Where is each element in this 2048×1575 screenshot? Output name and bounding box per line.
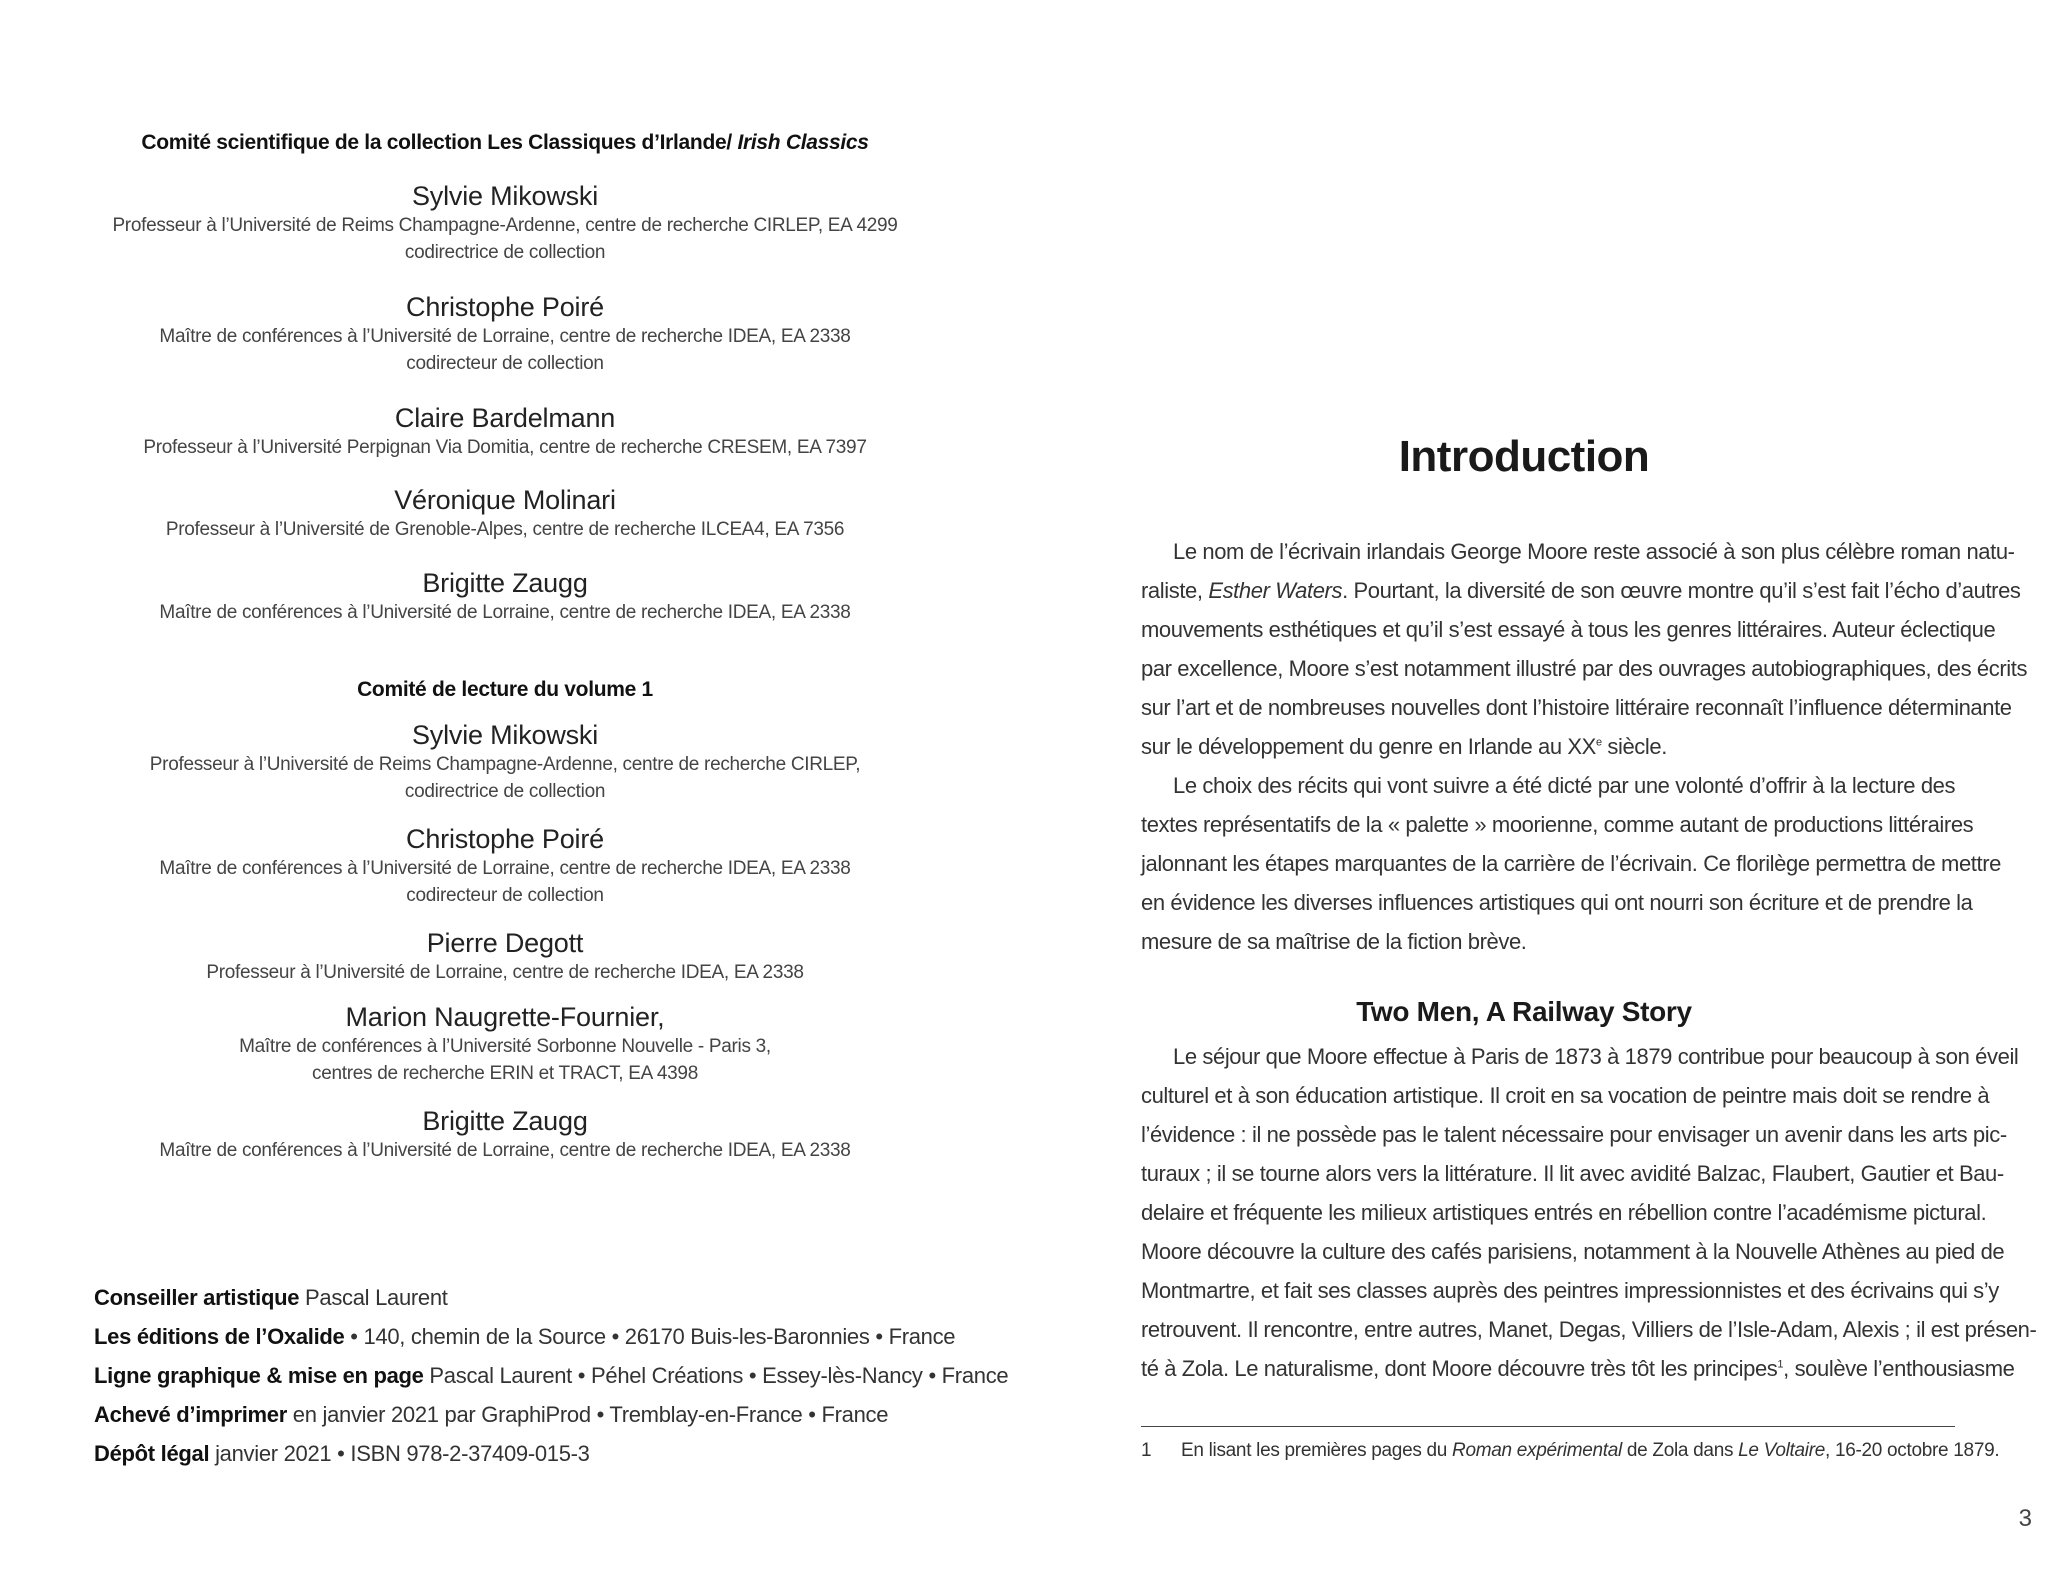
member-affiliation: Professeur à l’Université de Lorraine, centre de recherche IDEA, EA 2338: [206, 962, 804, 983]
member-affiliation: Maître de conférences à l’Université de Lorraine, centre de recherche IDEA, EA 2338: [159, 602, 851, 623]
left-page: [0, 0, 1010, 1575]
member-name: Christophe Poiré: [406, 292, 604, 322]
member-name: Véronique Molinari: [394, 485, 616, 515]
committee-member: [0, 180, 1010, 266]
text-line: Le choix des récits qui vont suivre a été dicté par une volonté d’offrir à la lecture des: [1173, 773, 1956, 798]
member-role: codirecteur de collection: [406, 885, 604, 906]
text-line: mouvements esthétiques et qu’il s’est essayé à tous les genres littéraires. Auteur éclectique: [1141, 617, 1996, 642]
member-role: codirectrice de collection: [404, 781, 606, 802]
text-line: par excellence, Moore s’est notamment illustré par des ouvrages autobiographiques, des écrits: [1141, 656, 2028, 681]
member-name: Christophe Poiré: [406, 824, 604, 854]
text-line: culturel et à son éducation artistique. Il croit en sa vocation de peintre mais doit se rendre à: [1141, 1083, 1990, 1108]
member-name: Sylvie Mikowski: [411, 720, 599, 750]
text-line: té à Zola. Le naturalisme, dont Moore découvre très tôt les principes$^1$, soulève l’enthousiasme: [1141, 1356, 2015, 1381]
reading-committee-title: Comité de lecture du volume 1: [357, 678, 653, 701]
scientific-committee-title: Comité scientifique de la collection Les Classiques d’Irlande/ Irish Classics: [141, 131, 869, 154]
text-line: raliste, Esther Waters. Pourtant, la diversité de son œuvre montre qu’il s’est fait l’écho d’autres: [1141, 578, 2021, 603]
text-line: Le séjour que Moore effectue à Paris de 1873 à 1879 contribue pour beaucoup à son éveil: [1173, 1044, 2019, 1069]
colophon-line: Conseiller artistique Pascal Laurent: [94, 1285, 448, 1310]
member-name: Sylvie Mikowski: [411, 181, 599, 211]
colophon-line: Dépôt légal janvier 2021 • ISBN 978-2-37409-015-3: [94, 1441, 590, 1466]
introduction-title: Introduction: [1398, 432, 1650, 481]
text-line: delaire et fréquente les milieux artistiques entrés en rébellion contre l’académisme pictural.: [1141, 1200, 1987, 1225]
text-line: mesure de sa maîtrise de la fiction brève.: [1141, 929, 1527, 954]
right-page: [1110, 0, 2048, 1575]
committee-member: [0, 402, 1010, 461]
text-line: Montmartre, et fait ses classes auprès des peintres impressionnistes et des écrivains qui s’y: [1141, 1278, 1999, 1303]
colophon: [94, 1278, 1009, 1473]
member-name: Claire Bardelmann: [394, 403, 616, 433]
footnote-divider: [1141, 1426, 1955, 1427]
reading-committee-member: [0, 823, 1010, 909]
member-name: Brigitte Zaugg: [422, 1106, 588, 1136]
footnote-number: 1: [1141, 1440, 1152, 1461]
committee-member: [0, 484, 1010, 543]
text-line: retrouvent. Il rencontre, entre autres, Manet, Degas, Villiers de l’Isle-Adam, Alexis ; il est présen-: [1141, 1317, 2037, 1342]
reading-committee-member: [0, 1001, 1010, 1087]
text-line: turaux ; il se tourne alors vers la littérature. Il lit avec avidité Balzac, Flaubert, Gautier et Bau-: [1141, 1161, 2004, 1186]
member-affiliation: Maître de conférences à l’Université de Lorraine, centre de recherche IDEA, EA 2338: [159, 326, 851, 347]
member-affiliation: Professeur à l’Université de Reims Champagne-Ardenne, centre de recherche CIRLEP,: [149, 754, 861, 775]
member-affiliation: Professeur à l’Université de Reims Champagne-Ardenne, centre de recherche CIRLEP, EA 4299: [112, 215, 898, 236]
member-role: codirecteur de collection: [406, 353, 604, 374]
text-line: Le nom de l’écrivain irlandais George Moore reste associé à son plus célèbre roman natu-: [1173, 539, 2015, 564]
reading-committee-member: [0, 719, 1010, 805]
colophon-line: Achevé d’imprimer en janvier 2021 par GraphiProd • Tremblay-en-France • France: [94, 1402, 889, 1427]
member-name: Marion Naugrette-Fournier,: [345, 1002, 665, 1032]
reading-committee-member: [0, 1105, 1010, 1164]
member-affiliation: Maître de conférences à l’Université de Lorraine, centre de recherche IDEA, EA 2338: [159, 1140, 851, 1161]
member-affiliation: Professeur à l’Université Perpignan Via Domitia, centre de recherche CRESEM, EA 7397: [143, 437, 867, 458]
colophon-line: Ligne graphique & mise en page Pascal Laurent • Péhel Créations • Essey-lès-Nancy • France: [94, 1363, 1009, 1388]
colophon-line: Les éditions de l’Oxalide • 140, chemin de la Source • 26170 Buis-les-Baronnies • France: [94, 1324, 956, 1349]
committee-member: [0, 567, 1010, 626]
member-affiliation: Maître de conférences à l’Université Sorbonne Nouvelle - Paris 3,: [239, 1036, 771, 1057]
introduction-body: [1141, 532, 2028, 961]
member-role: codirectrice de collection: [404, 242, 606, 263]
text-line: sur l’art et de nombreuses nouvelles dont l’histoire littéraire reconnaît l’influence déterminante: [1141, 695, 2012, 720]
text-line: Moore découvre la culture des cafés parisiens, notamment à la Nouvelle Athènes au pied de: [1141, 1239, 2005, 1264]
reading-committee-member: [0, 927, 1010, 986]
text-line: jalonnant les étapes marquantes de la carrière de l’écrivain. Ce florilège permettra de mettre: [1141, 851, 2001, 876]
member-name: Pierre Degott: [426, 928, 584, 958]
section-body: [1141, 1037, 2037, 1388]
page-number: 3: [2018, 1505, 2032, 1532]
committee-member: [0, 291, 1010, 377]
text-line: en évidence les diverses influences artistiques qui ont nourri son écriture et de prendre la: [1141, 890, 1973, 915]
text-line: l’évidence : il ne possède pas le talent nécessaire pour envisager un avenir dans les arts pic-: [1141, 1122, 2007, 1147]
footnote: 1 En lisant les premières pages du Roman expérimental de Zola dans Le Voltaire, 16-20 octobre 1879.: [1141, 1437, 1955, 1465]
section-title: Two Men, A Railway Story: [1356, 996, 1692, 1027]
member-affiliation: centres de recherche ERIN et TRACT, EA 4398: [312, 1063, 698, 1084]
text-line: textes représentatifs de la « palette » moorienne, comme autant de productions littéraires: [1141, 812, 1974, 837]
member-affiliation: Maître de conférences à l’Université de Lorraine, centre de recherche IDEA, EA 2338: [159, 858, 851, 879]
footnote-reference: 1: [1777, 1358, 1784, 1371]
text-line: sur le développement du genre en Irlande au XXe siècle.: [1141, 734, 1667, 759]
member-affiliation: Professeur à l’Université de Grenoble-Alpes, centre de recherche ILCEA4, EA 7356: [165, 519, 845, 540]
member-name: Brigitte Zaugg: [422, 568, 588, 598]
